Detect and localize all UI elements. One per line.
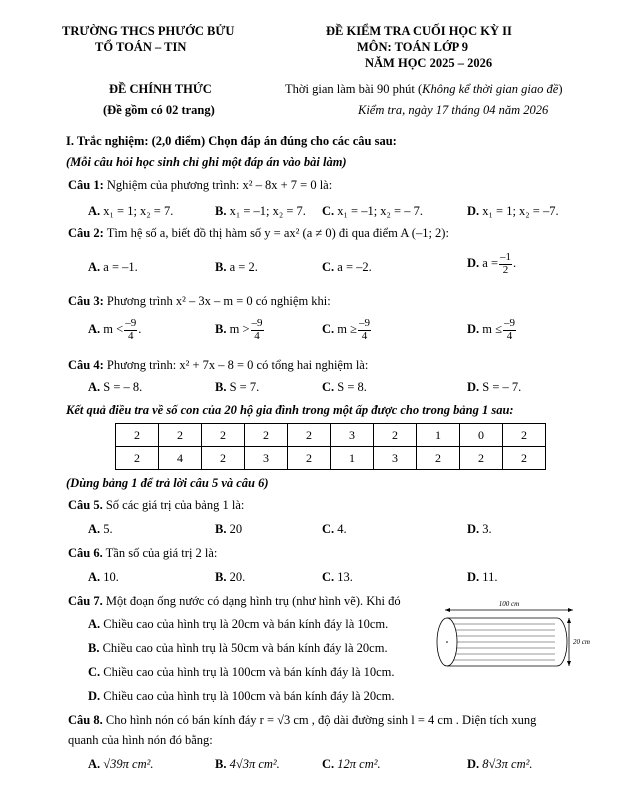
q6-option-c: C. 13. <box>322 570 353 584</box>
q2-option-d: D. a = $\frac{-1}{2}$ . <box>467 251 517 276</box>
q1-option-c: C. x₁ = –1; x₂ = – 7. <box>322 204 423 218</box>
q7-option-c: C. Chiều cao của hình trụ là 100cm và bán kính đáy là 10cm. <box>88 665 395 679</box>
q6-option-b: B. 20. <box>215 570 246 584</box>
question-8-cont: quanh của hình nón đó bằng: <box>68 733 213 747</box>
survey-table <box>115 423 546 470</box>
table-cell: 4 <box>159 447 202 470</box>
time-limit: Thời gian làm bài 90 phút (Không kể thời gian giao đề) <box>285 82 563 96</box>
q4-option-b: B. S = 7. <box>215 380 260 394</box>
question-2: Câu 2: Tìm hệ số a, biết đồ thị hàm số y = ax² (a ≠ 0) đi qua điểm A (–1; 2): <box>68 226 449 240</box>
table-cell: 2 <box>159 424 202 447</box>
question-4: Câu 4: Phương trình: x² + 7x – 8 = 0 có tổng hai nghiệm là: <box>68 358 369 372</box>
exam-date: Kiểm tra, ngày 17 tháng 04 năm 2026 <box>358 103 549 117</box>
table-cell: 2 <box>503 447 546 470</box>
table-cell: 2 <box>202 447 245 470</box>
subject: MÔN: TOÁN LỚP 9 <box>357 40 469 54</box>
q8-option-a: A. √39π cm². <box>88 757 154 771</box>
table-cell: 3 <box>245 447 288 470</box>
table-cell: 2 <box>374 424 417 447</box>
question-1: Câu 1: Nghiệm của phương trình: x² – 8x + 7 = 0 là: <box>68 178 333 192</box>
q7-option-a: A. Chiều cao của hình trụ là 20cm và bán kính đáy là 10cm. <box>88 617 389 631</box>
table-cell: 2 <box>116 447 159 470</box>
survey-note: (Dùng bảng 1 để trả lời câu 5 và câu 6) <box>66 476 269 490</box>
table-cell: 2 <box>288 424 331 447</box>
table-row <box>116 424 546 447</box>
table-cell: 2 <box>503 424 546 447</box>
q7-option-d: D. Chiều cao của hình trụ là 100cm và bán kính đáy là 20cm. <box>88 689 395 703</box>
q3-option-c: C. m ≥ $\frac{-9}{4}$ <box>322 317 370 342</box>
q8-option-b: B. 4√3π cm². <box>215 757 280 771</box>
q4-option-d: D. S = – 7. <box>467 380 522 394</box>
q3-option-b: B. m > $\frac{-9}{4}$ <box>215 317 263 342</box>
q4-option-a: A. S = – 8. <box>88 380 143 394</box>
q6-option-d: D. 11. <box>467 570 498 584</box>
cylinder-figure <box>425 596 605 676</box>
q2-option-b: B. a = 2. <box>215 260 258 274</box>
cylinder-diameter-label: 20 cm <box>573 638 590 646</box>
table-cell: 1 <box>417 424 460 447</box>
table-cell: 2 <box>417 447 460 470</box>
section-note: (Mỗi câu hỏi học sinh chỉ ghi một đáp án vào bài làm) <box>66 155 347 169</box>
table-cell: 2 <box>116 424 159 447</box>
page-count: (Đề gồm có 02 trang) <box>103 103 215 117</box>
table-cell: 3 <box>331 424 374 447</box>
table-cell: 3 <box>374 447 417 470</box>
table-cell: 2 <box>288 447 331 470</box>
survey-title: Kết quả điều tra về số con của 20 hộ gia đình trong một ấp được cho trong bảng 1 sau: <box>66 403 514 417</box>
table-cell: 2 <box>460 447 503 470</box>
q1-option-b: B. x₁ = –1; x₂ = 7. <box>215 204 306 218</box>
q7-option-b: B. Chiều cao của hình trụ là 50cm và bán kính đáy là 20cm. <box>88 641 388 655</box>
q4-option-c: C. S = 8. <box>322 380 367 394</box>
q5-option-d: D. 3. <box>467 522 492 536</box>
question-6: Câu 6. Tần số của giá trị 2 là: <box>68 546 218 560</box>
department: TỔ TOÁN – TIN <box>95 40 187 54</box>
exam-title: ĐỀ KIỂM TRA CUỐI HỌC KỲ II <box>326 24 512 38</box>
q8-option-c: C. 12π cm². <box>322 757 381 771</box>
q1-option-d: D. x₁ = 1; x₂ = –7. <box>467 204 559 218</box>
q5-option-b: B. 20 <box>215 522 243 536</box>
table-cell: 2 <box>202 424 245 447</box>
q6-option-a: A. 10. <box>88 570 119 584</box>
question-7: Câu 7. Một đoạn ống nước có dạng hình trụ (như hình vẽ). Khi đó <box>68 594 401 608</box>
q8-option-d: D. 8√3π cm². <box>467 757 533 771</box>
official-label: ĐỀ CHÍNH THỨC <box>109 82 212 96</box>
table-row <box>116 447 546 470</box>
q5-option-c: C. 4. <box>322 522 347 536</box>
q3-option-a: A. m < $\frac{-9}{4}$ . <box>88 317 142 342</box>
school-year: NĂM HỌC 2025 – 2026 <box>365 56 493 70</box>
q3-option-d: D. m ≤ $\frac{-9}{4}$ <box>467 317 515 342</box>
table-cell: 2 <box>245 424 288 447</box>
table-cell: 1 <box>331 447 374 470</box>
q2-option-a: A. a = –1. <box>88 260 138 274</box>
q5-option-a: A. 5. <box>88 522 113 536</box>
table-cell: 0 <box>460 424 503 447</box>
q2-option-c: C. a = –2. <box>322 260 372 274</box>
question-3: Câu 3: Phương trình x² – 3x – m = 0 có nghiệm khi: <box>68 294 331 308</box>
cylinder-length-label: 100 cm <box>498 600 520 608</box>
q1-option-a: A. x₁ = 1; x₂ = 7. <box>88 204 174 218</box>
question-5: Câu 5. Số các giá trị của bảng 1 là: <box>68 498 245 512</box>
school-name: TRƯỜNG THCS PHƯỚC BỬU <box>62 24 235 38</box>
section-title: I. Trắc nghiệm: (2,0 điểm) Chọn đáp án đúng cho các câu sau: <box>66 134 397 148</box>
question-8: Câu 8. Cho hình nón có bán kính đáy r = √3 cm , độ dài đường sinh l = 4 cm . Diện tích xung <box>68 713 537 727</box>
